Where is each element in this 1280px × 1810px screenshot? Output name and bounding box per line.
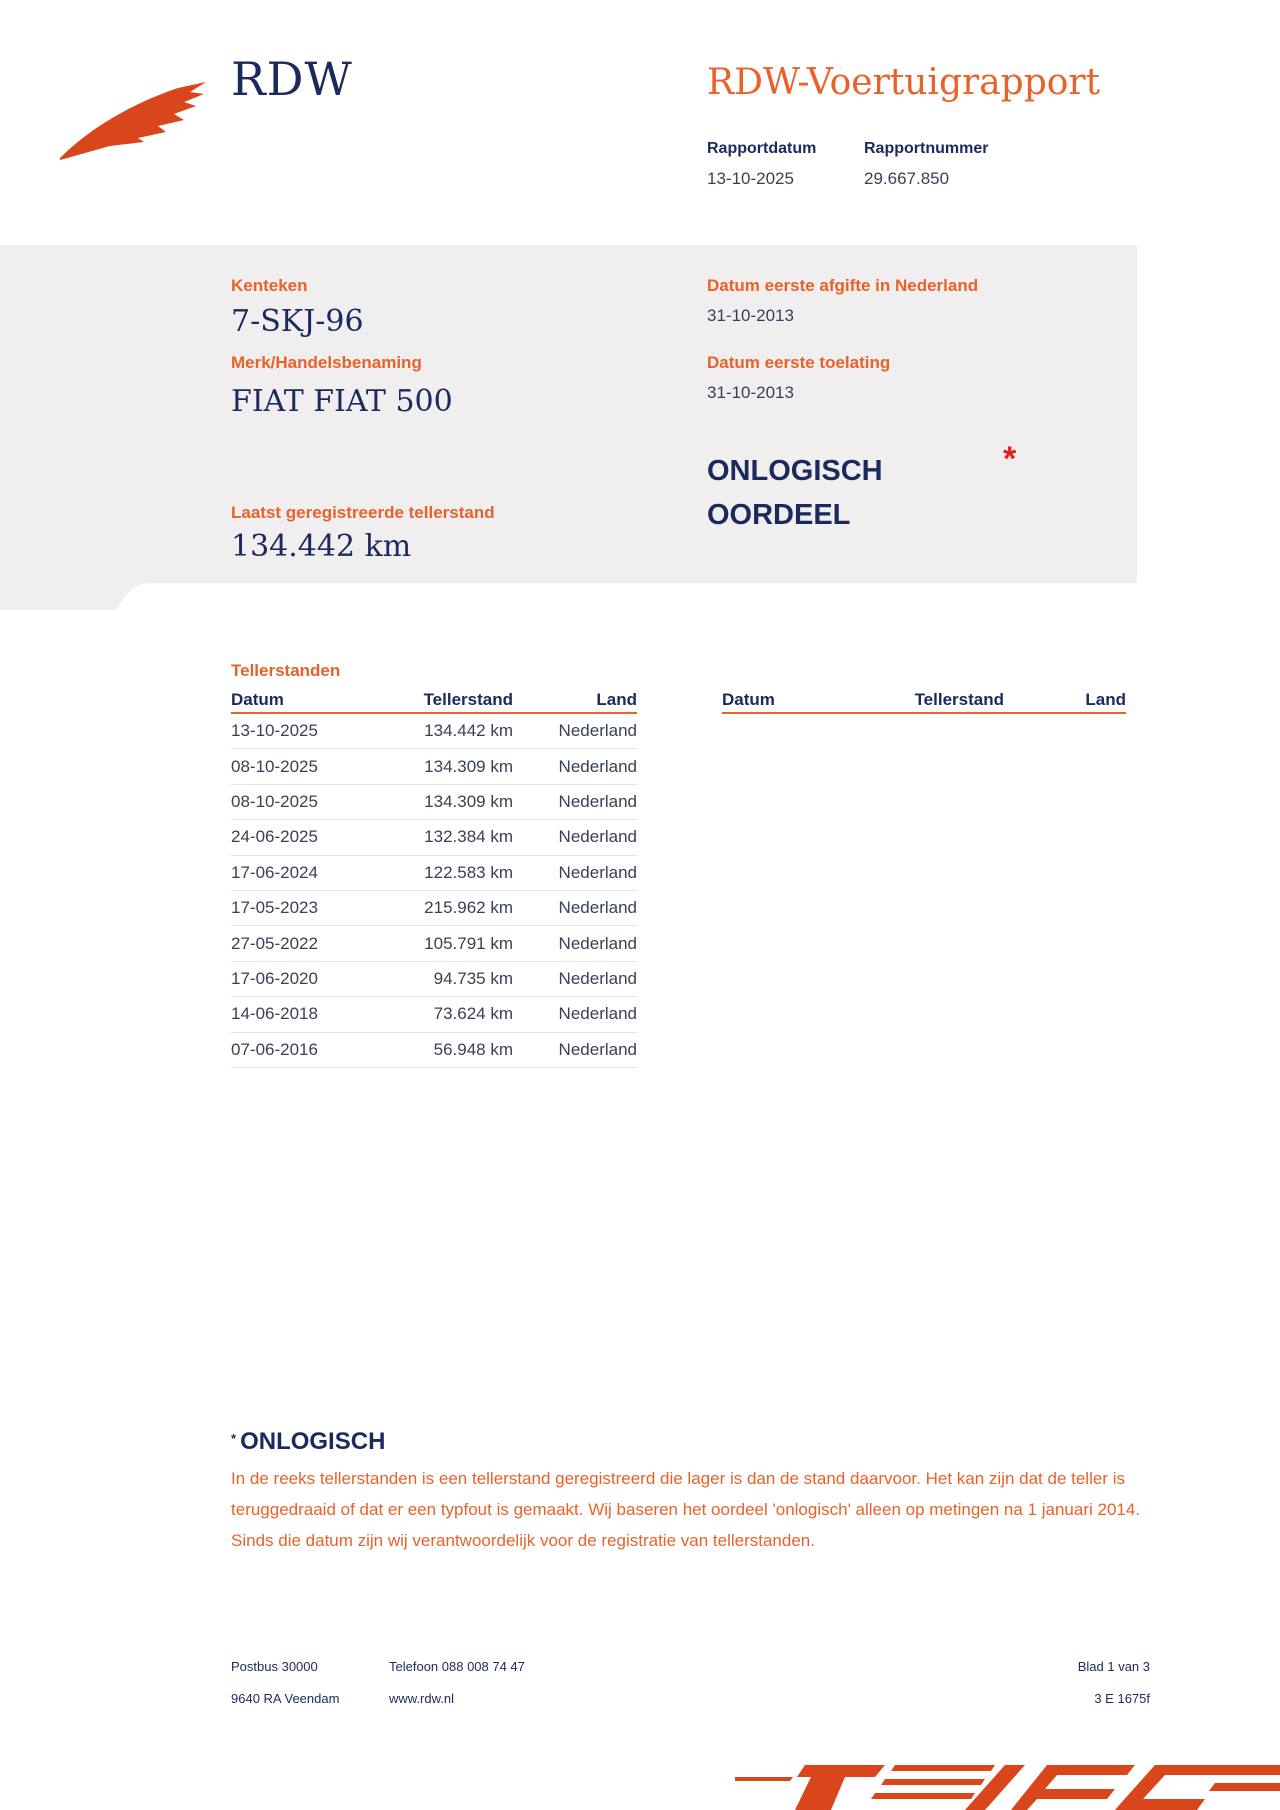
plate-value: 7-SKJ-96: [231, 304, 364, 339]
row-reading: 134.309 km: [424, 756, 513, 776]
row-reading: 94.735 km: [433, 968, 513, 988]
row-country: Nederland: [558, 827, 637, 847]
first-issue-nl-value: 31-10-2013: [707, 306, 794, 325]
row-date: 17-06-2024: [231, 862, 318, 882]
header-reading: Tellerstand: [914, 690, 1004, 709]
table-row: [231, 749, 637, 784]
note-title: [231, 1428, 385, 1456]
row-date: 13-10-2025: [231, 721, 318, 741]
row-reading: 134.309 km: [424, 791, 513, 811]
row-date: 14-06-2018: [231, 1004, 318, 1024]
odometer-table-right: [722, 686, 1126, 714]
last-odometer-label: Laatst geregistreerde tellerstand: [231, 503, 495, 522]
last-odometer-value: 134.442 km: [231, 529, 412, 564]
first-admission-label: Datum eerste toelating: [707, 353, 891, 372]
row-reading: 105.791 km: [424, 933, 513, 953]
table-row: [231, 856, 637, 891]
report-date-label: Rapportdatum: [707, 140, 817, 157]
table-header: [722, 686, 1126, 714]
footer-web[interactable]: www.rdw.nl: [389, 1691, 455, 1706]
row-date: 24-06-2025: [231, 827, 318, 847]
header-date: Datum: [722, 690, 775, 709]
table-row: [231, 997, 637, 1032]
report-title: RDW-Voertuigrapport: [707, 62, 1101, 103]
row-country: Nederland: [558, 862, 637, 882]
table-body: [231, 714, 637, 1068]
first-admission-value: 31-10-2013: [707, 383, 794, 402]
row-date: 17-06-2020: [231, 968, 318, 988]
logo-text: RDW: [231, 52, 353, 106]
row-country: Nederland: [558, 1039, 637, 1059]
plate-label: Kenteken: [231, 276, 308, 295]
table-row: [231, 820, 637, 855]
row-date: 17-05-2023: [231, 898, 318, 918]
row-reading: 215.962 km: [424, 898, 513, 918]
note-title-text: ONLOGISCH: [240, 1428, 386, 1455]
row-reading: 132.384 km: [424, 827, 513, 847]
row-country: Nederland: [558, 756, 637, 776]
footer-postbus: Postbus 30000: [231, 1659, 318, 1674]
row-country: Nederland: [558, 791, 637, 811]
note-text: In de reeks tellerstanden is een tellerstand geregistreerd die lager is dan de stand daarvoor. Het kan zijn dat de teller is teruggedraaid of dat er een typfout is gemaakt. Wij baseren het oordeel 'onlogisch' alleen op metingen na 1 januari 2014. Sinds die datum zijn wij verantwoordelijk voor de registratie van tellerstanden.: [231, 1469, 1141, 1550]
odometer-table-left: [231, 686, 637, 1068]
table-row: [231, 926, 637, 961]
header-country: Land: [1085, 690, 1126, 709]
verdict-line-2: OORDEEL: [707, 499, 851, 531]
table-row: [231, 714, 637, 749]
row-date: 27-05-2022: [231, 933, 318, 953]
verdict-asterisk: *: [1003, 440, 1017, 478]
report-number-label: Rapportnummer: [864, 140, 989, 157]
header-country: Land: [596, 690, 637, 709]
row-reading: 134.442 km: [424, 721, 513, 741]
header-reading: Tellerstand: [423, 690, 513, 709]
report-date: 13-10-2025: [707, 169, 794, 188]
header-date: Datum: [231, 690, 284, 709]
footer-phone: Telefoon 088 008 74 47: [389, 1659, 525, 1674]
verdict: [707, 449, 883, 537]
info-panel: [0, 245, 1137, 610]
row-country: Nederland: [558, 721, 637, 741]
table-header: [231, 686, 637, 714]
row-date: 08-10-2025: [231, 791, 318, 811]
row-reading: 56.948 km: [433, 1039, 513, 1059]
make-label: Merk/Handelsbenaming: [231, 353, 422, 372]
row-date: 07-06-2016: [231, 1039, 318, 1059]
table-row: [231, 785, 637, 820]
make-value: FIAT FIAT 500: [231, 384, 453, 419]
table-row: [231, 1033, 637, 1068]
row-date: 08-10-2025: [231, 756, 318, 776]
row-country: Nederland: [558, 933, 637, 953]
footer-page-number: Blad 1 van 3: [1077, 1659, 1150, 1674]
table-row: [231, 962, 637, 997]
footer-stripes-icon: [735, 1755, 1280, 1810]
verdict-line-1: ONLOGISCH: [707, 455, 883, 487]
report-number: 29.667.850: [864, 169, 950, 188]
odometer-section-title: Tellerstanden: [231, 661, 341, 680]
row-country: Nederland: [558, 898, 637, 918]
row-reading: 122.583 km: [424, 862, 513, 882]
row-reading: 73.624 km: [433, 1004, 513, 1024]
row-country: Nederland: [558, 1004, 637, 1024]
footer-city: 9640 RA Veendam: [231, 1691, 340, 1706]
rdw-logo-icon: [58, 80, 208, 165]
row-country: Nederland: [558, 968, 637, 988]
footer-code: 3 E 1675f: [1094, 1691, 1150, 1706]
first-issue-nl-label: Datum eerste afgifte in Nederland: [707, 276, 979, 295]
table-row: [231, 891, 637, 926]
note-marker: *: [231, 1431, 237, 1446]
